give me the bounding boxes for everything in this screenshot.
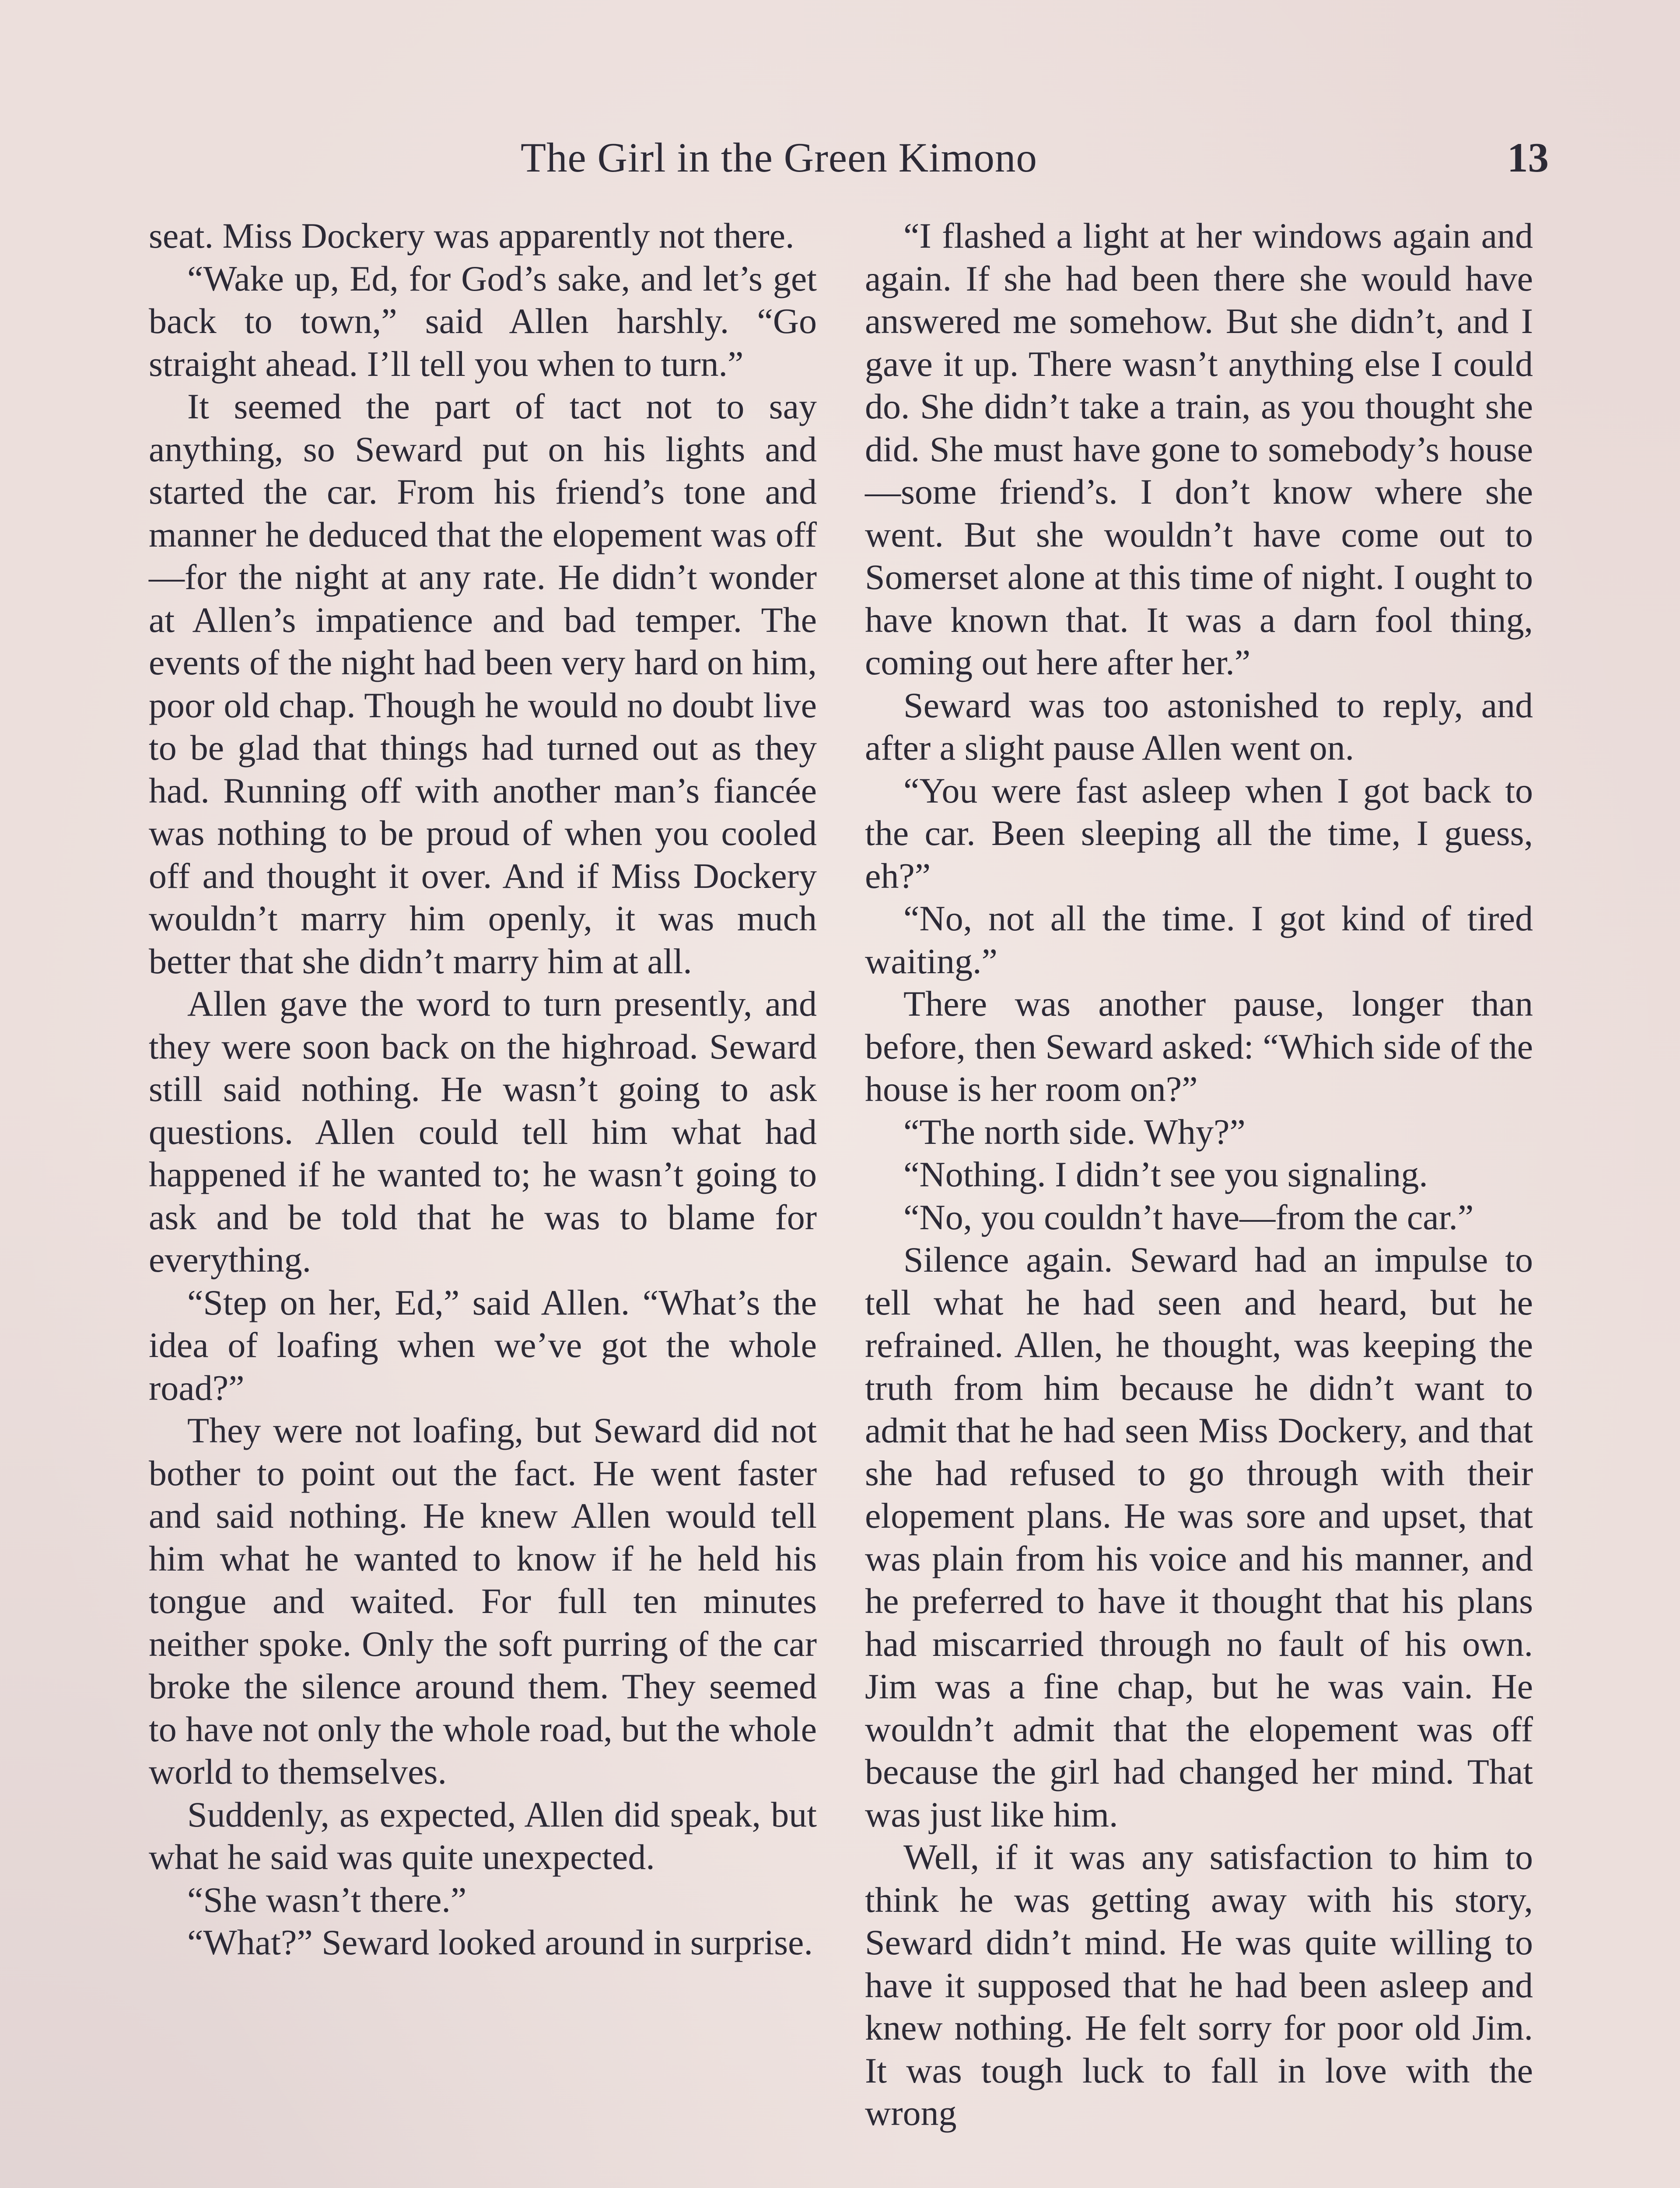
paragraph: There was another pause, longer than before, then Seward asked: “Which side of the house is her room on?”	[865, 984, 1533, 1109]
paragraph: “Nothing. I didn’t see you signaling.	[903, 1154, 1428, 1194]
paragraph: “Wake up, Ed, for God’s sake, and let’s get back to town,” said Allen harshly. “Go straight ahead. I’ll tell you when to turn.”	[149, 258, 817, 384]
right-column	[865, 214, 1533, 2135]
left-column	[149, 214, 817, 1964]
paragraph: “No, not all the time. I got kind of tired waiting.”	[865, 898, 1533, 981]
paragraph: “The north side. Why?”	[903, 1112, 1246, 1152]
paragraph: Well, if it was any satisfaction to him to think he was getting away with his story, Seward didn’t mind. He was quite willing to have it supposed that he had been asleep and knew nothing. He felt sorry for poor old Jim. It was tough luck to fall in love with the wrong	[865, 1837, 1533, 2133]
paragraph: Allen gave the word to turn presently, and they were soon back on the highroad. Seward still said nothing. He wasn’t going to ask questions. Allen could tell him what had happened if he wanted to; he wasn’t going to ask and be told that he was to blame for everything.	[149, 984, 817, 1280]
paragraph: “You were fast asleep when I got back to the car. Been sleeping all the time, I guess, eh?”	[865, 770, 1533, 896]
paragraph: “Step on her, Ed,” said Allen. “What’s the idea of loafing when we’ve got the whole road?”	[149, 1282, 817, 1408]
paragraph: Seward was too astonished to reply, and after a slight pause Allen went on.	[865, 685, 1533, 768]
paragraph: “What?” Seward looked around in surprise.	[187, 1922, 813, 1962]
paragraph: It seemed the part of tact not to say anything, so Seward put on his lights and started the car. From his friend’s tone and manner he deduced that the elopement was off—for the night at any rate. He didn’t wonder at Allen’s impatience and bad temper. The events of the night had been very hard on him, poor old chap. Though he would no doubt live to be glad that things had turned out as they had. Running off with another man’s fiancée was nothing to be proud of when you cooled off and thought it over. And if Miss Dockery wouldn’t marry him openly, it was much better that she didn’t marry him at all.	[149, 386, 817, 981]
paragraph: “I flashed a light at her windows again and again. If she had been there she would have answered me somehow. But she didn’t, and I gave it up. There wasn’t anything else I could do. She didn’t take a train, as you thought she did. She must have gone to somebody’s house—some friend’s. I don’t know where she went. But she wouldn’t have come out to Somerset alone at this time of night. I ought to have known that. It was a darn fool thing, coming out here after her.”	[865, 216, 1533, 682]
paragraph: “She wasn’t there.”	[187, 1879, 467, 1920]
paragraph: They were not loafing, but Seward did not bother to point out the fact. He went faster and said nothing. He knew Allen would tell him what he wanted to know if he held his tongue and waited. For full ten minutes neither spoke. Only the soft purring of the car broke the silence around them. They seemed to have not only the whole road, but the whole world to themselves.	[149, 1410, 817, 1792]
paragraph: Suddenly, as expected, Allen did speak, but what he said was quite unexpected.	[149, 1794, 817, 1877]
page-number: 13	[1507, 134, 1549, 181]
running-title: The Girl in the Green Kimono	[521, 134, 1037, 181]
paragraph: Silence again. Seward had an impulse to tell what he had seen and heard, but he refrained. Allen, he thought, was keeping the truth from him because he didn’t want to admit that he had seen Miss Dockery, and that she had refused to go through with their elopement plans. He was sore and upset, that was plain from his voice and his manner, and he preferred to have it thought that his plans had miscarried through no fault of his own. Jim was a fine chap, but he was vain. He wouldn’t admit that the elopement was off because the girl had changed her mind. That was just like him.	[865, 1240, 1533, 1834]
paragraph: seat. Miss Dockery was apparently not there.	[149, 216, 794, 256]
paragraph: “No, you couldn’t have—from the car.”	[903, 1197, 1474, 1237]
